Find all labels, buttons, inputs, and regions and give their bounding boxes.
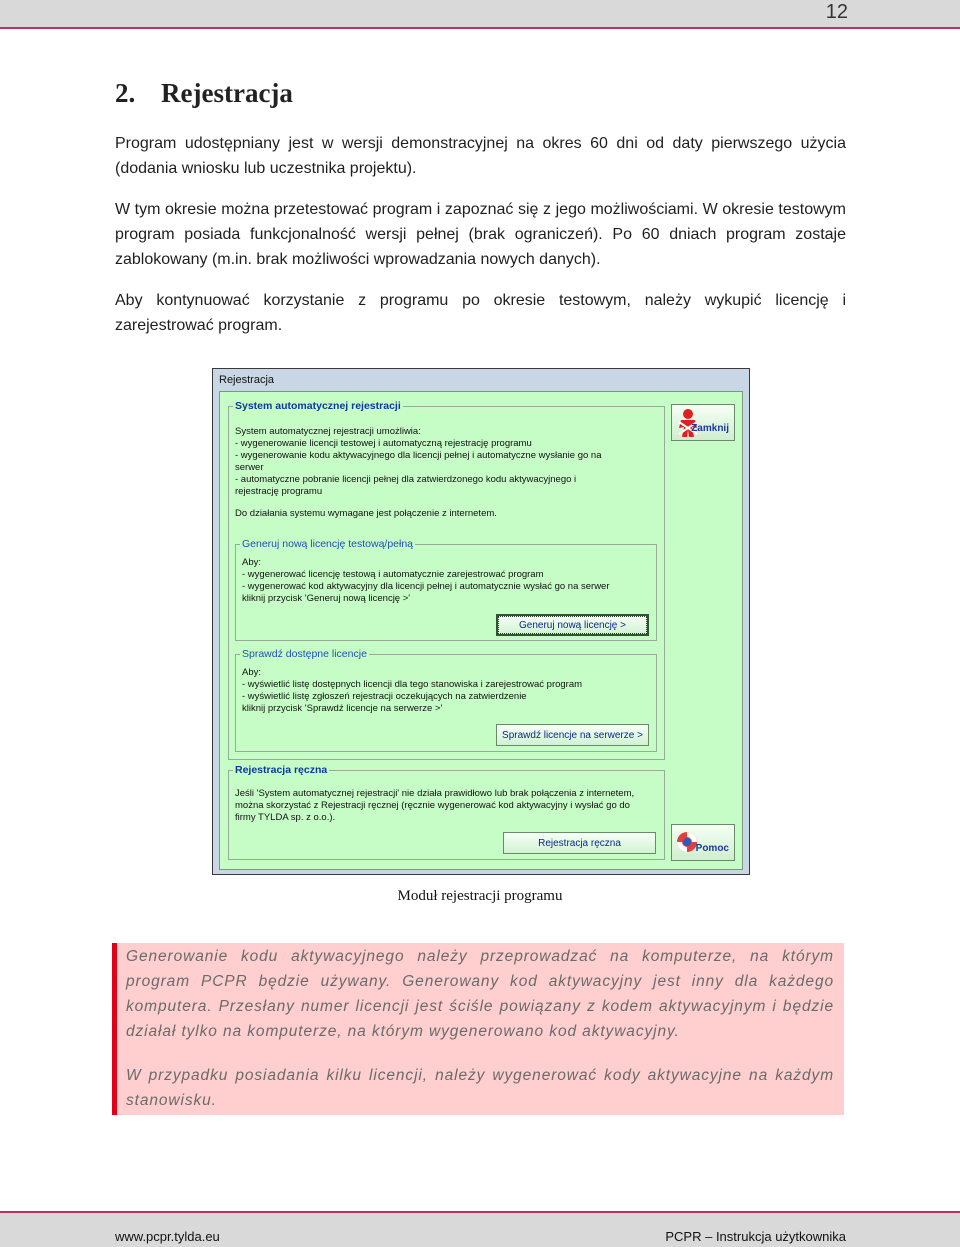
check-line: kliknij przycisk 'Sprawdź licencje na serwerze >': [242, 703, 443, 714]
auto-line: serwer: [235, 462, 264, 473]
auto-registration-legend: System automatycznej rejestracji: [235, 400, 401, 412]
registration-dialog: [212, 368, 750, 875]
check-licenses-text: [242, 667, 582, 715]
auto-line: System automatycznej rejestracji umożliwia:: [235, 426, 421, 437]
license-paragraph: Aby kontynuować korzystanie z programu po okresie testowym, należy wykupić licencję i zarejestrować program.: [115, 292, 846, 334]
manual-registration-text: [235, 788, 634, 824]
generate-line: Aby:: [242, 557, 262, 568]
dialog-title: Rejestracja: [219, 374, 275, 386]
figure-caption: Moduł rejestracji programu: [397, 888, 563, 904]
generate-line: - wygenerować licencję testową i automatycznie zarejestrować program: [242, 569, 544, 580]
check-line: Aby:: [242, 667, 262, 678]
auto-line: - wygenerowanie licencji testowej i automatyczną rejestrację programu: [235, 438, 532, 449]
header-band: [0, 0, 960, 29]
auto-line: - automatyczne pobranie licencji pełnej dla zatwierdzonego kodu aktywacyjnego i: [235, 474, 577, 485]
note-paragraph: Generowanie kodu aktywacyjnego należy przeprowadzać na komputerze, na którym program PCPR będzie używany. Generowany kod aktywacyjny jest inny dla każdego komputera. Przesłany numer licencji jest ściśle powiązany z kodem aktywacyjnym i będzie działał tylko na komputerze, na którym wygenerowano kod aktywacyjny.: [126, 948, 834, 1040]
auto-line: rejestrację programu: [235, 486, 323, 497]
section-title-text: Rejestracja: [161, 78, 293, 108]
generate-line: - wygenerować kod aktywacyjny dla licencji pełnej i automatycznie wysłać go na serwer: [242, 581, 610, 592]
check-licenses-legend: Sprawdź dostępne licencje: [242, 648, 367, 660]
trial-paragraph: W tym okresie można przetestować program i zapoznać się z jego możliwościami. W okresie testowym program posiada funkcjonalność wersji pełnej (brak ograniczeń). Po 60 dniach program zostaje zablokowany (m.in. brak możliwości wprowadzania nowych danych).: [115, 201, 846, 268]
check-line: - wyświetlić listę zgłoszeń rejestracji oczekujących na zatwierdzenie: [242, 691, 527, 702]
manual-line: firmy TYLDA sp. z o.o.).: [235, 812, 336, 823]
generate-license-text: [242, 557, 610, 605]
manual-line: można skorzystać z Rejestracji ręcznej (ręcznie wygenerować kod aktywacyjny i wysłać go do: [235, 800, 630, 811]
footer-doc-title: PCPR – Instrukcja użytkownika: [665, 1229, 846, 1244]
generate-license-legend: Generuj nową licencję testową/pełną: [242, 538, 414, 550]
manual-registration-legend: Rejestracja ręczna: [235, 764, 328, 776]
auto-line: - wygenerowanie kodu aktywacyjnego dla licencji pełnej i automatyczne wysłanie go na: [235, 450, 602, 461]
generate-license-button[interactable]: Generuj nową licencję >: [496, 614, 649, 636]
footer-website: www.pcpr.tylda.eu: [115, 1229, 220, 1244]
dialog-client-area: [219, 391, 743, 870]
section-title: [115, 78, 293, 109]
page-number: 12: [825, 1, 848, 23]
warning-note: [112, 943, 844, 1115]
auto-registration-text: [235, 426, 601, 498]
manual-registration-button[interactable]: Rejestracja ręczna: [503, 832, 656, 854]
manual-line: Jeśli 'System automatycznej rejestracji' nie działa prawidłowo lub brak połączenia z internetem,: [235, 788, 635, 799]
internet-note: Do działania systemu wymagane jest połączenie z internetem.: [235, 508, 497, 519]
help-button-label: Pomoc: [695, 843, 729, 854]
section-number: 2.: [115, 78, 136, 108]
check-licenses-button[interactable]: Sprawdź licencje na serwerze >: [496, 724, 649, 746]
generate-line: kliknij przycisk 'Generuj nową licencję >': [242, 593, 411, 604]
note-paragraph: W przypadku posiadania kilku licencji, należy wygenerować kody aktywacyjne na każdym stanowisku.: [126, 1067, 834, 1109]
intro-paragraph: Program udostępniany jest w wersji demonstracyjnej na okres 60 dni od daty pierwszego użycia (dodania wniosku lub uczestnika projektu).: [115, 135, 846, 177]
check-line: - wyświetlić listę dostępnych licencji dla tego stanowiska i zarejestrować program: [242, 679, 583, 690]
close-button[interactable]: [671, 404, 735, 441]
close-button-label: Zamknij: [691, 423, 729, 434]
footer-band: [0, 1211, 960, 1247]
help-button[interactable]: [671, 824, 735, 861]
